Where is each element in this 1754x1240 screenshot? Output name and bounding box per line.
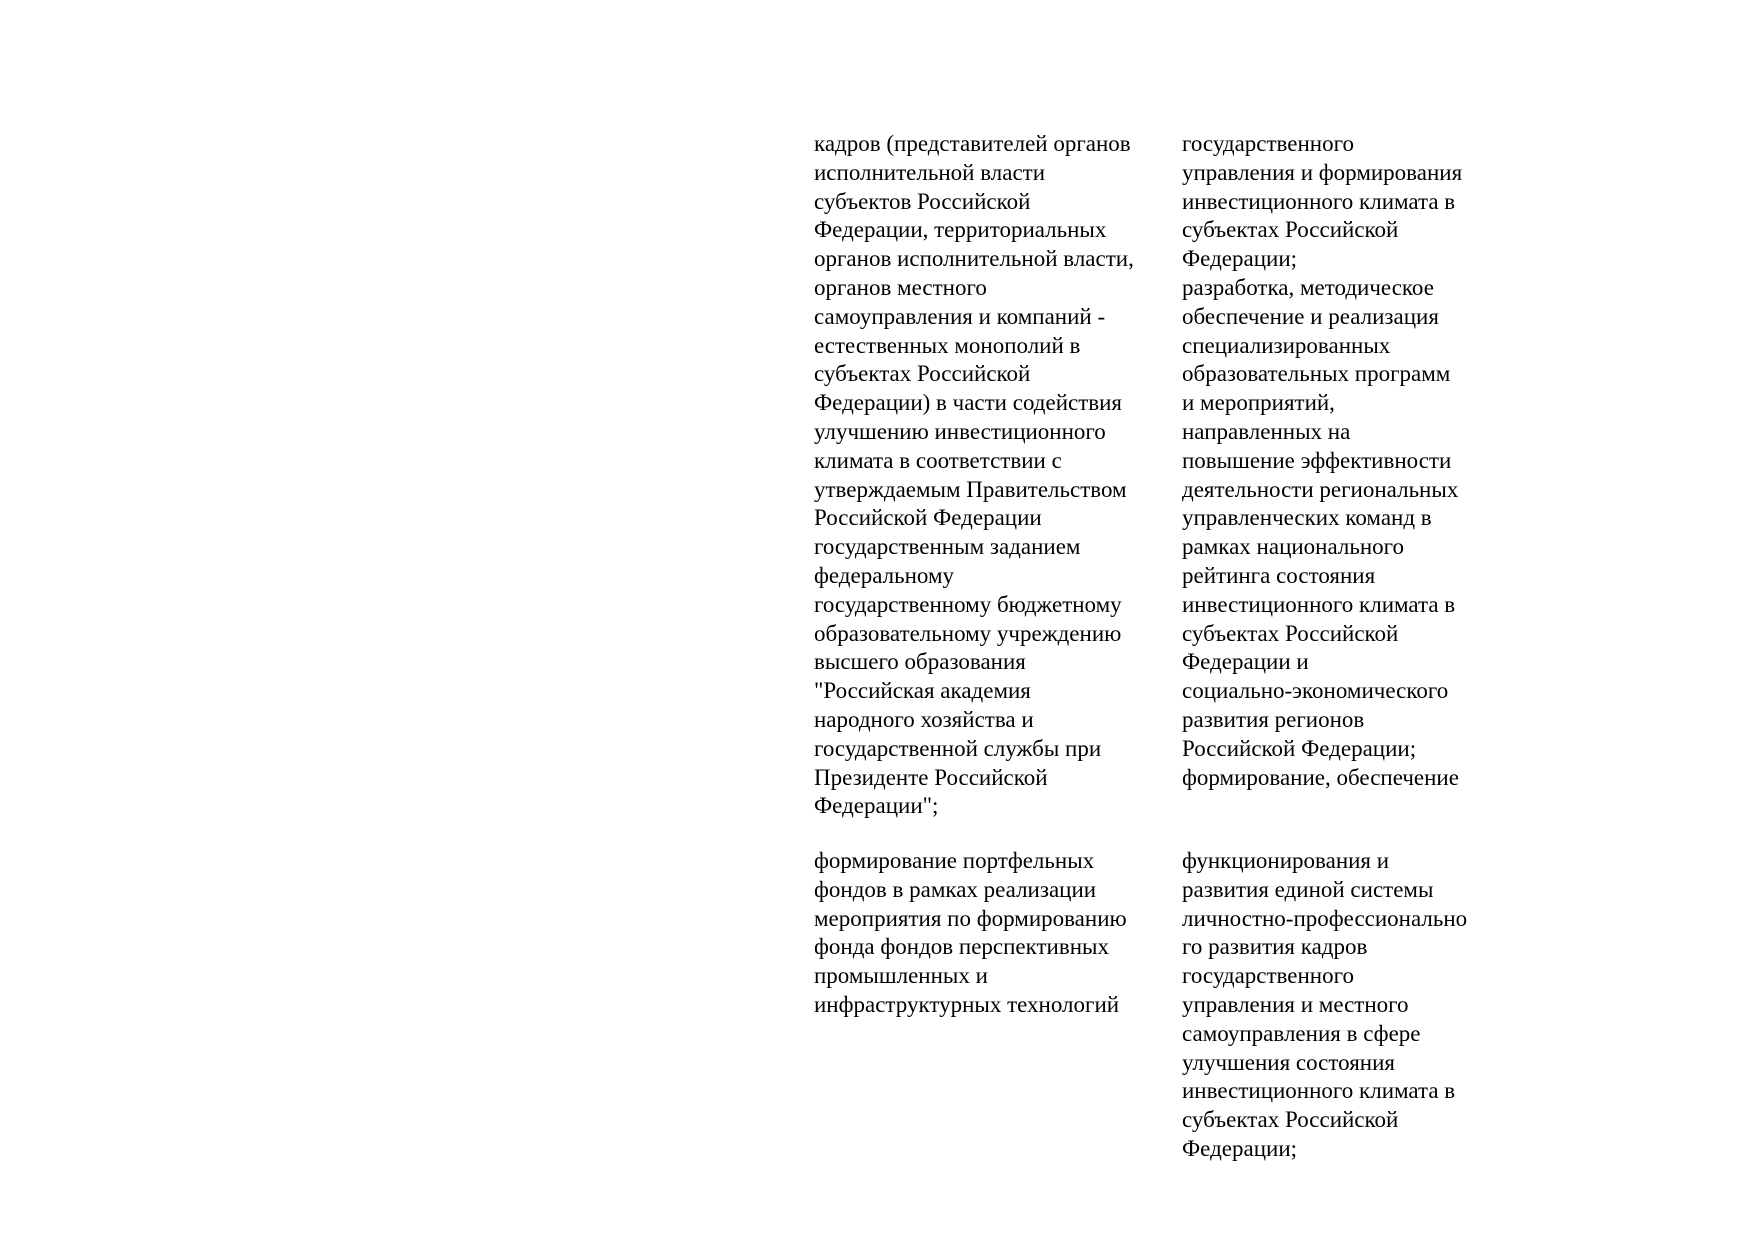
text-line: рейтинга состояния <box>1182 562 1376 588</box>
text-line: самоуправления в сфере <box>1182 1020 1421 1046</box>
text-line: естественных монополий в <box>814 332 1081 358</box>
text-line: субъектах Российской <box>1182 620 1399 646</box>
text-line: Федерации) в части содействия <box>814 390 1123 416</box>
text-line: Российской Федерации; <box>1182 735 1417 761</box>
row1-right-text <box>1182 130 1462 792</box>
text-line: специализированных <box>1182 332 1391 358</box>
text-line: обеспечение и реализация <box>1182 303 1439 329</box>
text-line: субъектах Российской <box>814 361 1031 387</box>
text-line: управления и формирования <box>1182 159 1463 185</box>
text-line: деятельности региональных <box>1182 476 1459 502</box>
text-line: рамках национального <box>1182 534 1405 560</box>
text-line: инвестиционного климата в <box>1182 188 1456 214</box>
text-line: улучшению инвестиционного <box>814 418 1106 444</box>
text-line: Федерации и <box>1182 649 1309 675</box>
text-line: Российской Федерации <box>814 505 1042 531</box>
text-line: климата в соответствии с <box>814 447 1062 473</box>
text-line: социально-экономического <box>1182 678 1449 704</box>
text-line: Федерации, территориальных <box>814 217 1107 243</box>
text-line: и мероприятий, <box>1182 390 1335 416</box>
text-line: мероприятия по формированию <box>814 905 1127 931</box>
text-line: управленческих команд в <box>1182 505 1432 531</box>
text-line: самоуправления и компаний - <box>814 303 1106 329</box>
text-line: повышение эффективности <box>1182 447 1452 473</box>
row1-left-text <box>814 130 1134 821</box>
text-line: высшего образования <box>814 649 1026 675</box>
text-line: образовательному учреждению <box>814 620 1122 646</box>
text-line: образовательных программ <box>1182 361 1451 387</box>
text-line: промышленных и <box>814 963 988 989</box>
text-line: утверждаемым Правительством <box>814 476 1127 502</box>
text-line: субъектов Российской <box>814 188 1031 214</box>
text-line: государственному бюджетному <box>814 591 1122 617</box>
text-line: кадров (представителей органов <box>814 131 1131 156</box>
text-line: инвестиционного климата в <box>1182 591 1456 617</box>
text-line: государственной службы при <box>814 735 1102 761</box>
text-line: народного хозяйства и <box>814 706 1034 732</box>
text-line: го развития кадров <box>1182 934 1368 960</box>
text-line: управления и местного <box>1182 991 1409 1017</box>
text-line: Президенте Российской <box>814 764 1048 790</box>
text-line: фонда фондов перспективных <box>814 934 1109 960</box>
text-line: Федерации"; <box>814 793 939 819</box>
text-line: разработка, методическое <box>1182 274 1434 300</box>
text-line: субъектах Российской <box>1182 217 1399 243</box>
text-line: исполнительной власти <box>814 159 1046 185</box>
text-line: развития единой системы <box>1182 876 1434 902</box>
text-line: государственного <box>1182 963 1354 989</box>
text-line: улучшения состояния <box>1182 1049 1395 1075</box>
text-line: развития регионов <box>1182 706 1365 732</box>
text-line: субъектах Российской <box>1182 1107 1399 1133</box>
text-line: формирование портфельных <box>814 848 1095 873</box>
text-line: инвестиционного климата в <box>1182 1078 1456 1104</box>
row2-left-text <box>814 847 1127 1020</box>
text-line: личностно-профессионально <box>1182 905 1468 931</box>
text-line: Федерации; <box>1182 246 1298 272</box>
row2-right-text <box>1182 847 1467 1164</box>
text-line: государственного <box>1182 131 1354 156</box>
text-line: органов местного <box>814 274 987 300</box>
text-line: направленных на <box>1182 418 1351 444</box>
text-line: федеральному <box>814 562 955 588</box>
text-line: формирование, обеспечение <box>1182 764 1459 790</box>
text-line: государственным заданием <box>814 534 1081 560</box>
text-line: Федерации; <box>1182 1135 1298 1161</box>
text-line: инфраструктурных технологий <box>814 991 1120 1017</box>
text-line: функционирования и <box>1182 848 1390 873</box>
text-line: органов исполнительной власти, <box>814 246 1134 272</box>
text-line: "Российская академия <box>814 678 1031 704</box>
text-line: фондов в рамках реализации <box>814 876 1097 902</box>
